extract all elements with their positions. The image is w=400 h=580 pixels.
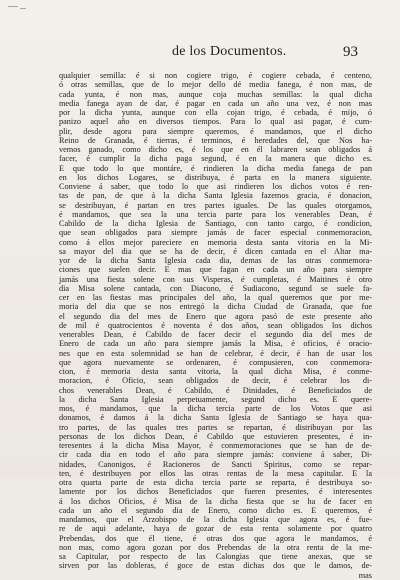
text-line: dia Misa solene cantada, con Diacono, é Sudiacono, segund se suele fa- <box>59 283 372 293</box>
text-line: ó otras semillas, que de lo mejor dello dé media fanega, é non mas, de <box>59 80 372 90</box>
text-line: como á ellos mejor pareciere en memoria desta santa vitoria en la Mi- <box>59 237 372 247</box>
text-line: moria del dia que se nos entregó la dicha Ciudad de Granada, que fue <box>59 302 372 312</box>
running-title: de los Documentos. <box>172 44 287 59</box>
text-line: re de aqui adelante, haya de gozar de esta renta solamente por quatro <box>59 524 372 534</box>
text-line: non mas, como agora gozan por dos Prebendas de la otra renta de la me- <box>59 542 372 552</box>
text-line: lamente por los dichos Beneficiados que fueren presentes, é interesentes <box>59 487 372 497</box>
text-line: venerables Dean, é Cabildo de facer decir el segundo dia del mes de <box>59 330 372 339</box>
text-line: otra quarta parte de esta dicha tercia parte se reparta, é destribuya so- <box>59 478 372 487</box>
text-line: nes que en esta solemnidad se han de celebrar, é decir, é han de usar los <box>59 348 372 358</box>
text-line: tro partes, de las quales tres partes se repartan, é distribuyan por las <box>59 422 372 432</box>
text-line: sirven por las dobleras, é goce de estas dichas dos que le damos, de- <box>59 561 372 571</box>
text-line: plir, desde agora para siempre queremos, é mandamos, que el dicho <box>59 126 372 136</box>
page-number: 93 <box>343 44 358 60</box>
text-line: ciones que suelen decir. E mas que fagan en cada un año para siempre <box>59 265 372 275</box>
text-line: mas <box>358 570 372 580</box>
text-line: cada un año el segundo dia de Enero, como dicho es. E queremos, é <box>59 505 372 515</box>
text-line: é mandamos, que sea la una tercia parte para los venerables Dean, é <box>59 209 372 219</box>
text-line: Reino de Granada, é tierras, é terminos, é heredades del, que Nos ha- <box>59 135 372 145</box>
text-line: mos, é mandamos, que la dicha tercia parte de los Votos que asi <box>59 404 372 413</box>
text-line: cer en las fiestas mas principales del año, la qual queremos que por me- <box>59 293 372 302</box>
text-line: chos venerables Dean, é Cabildo, é Dinidades, é Beneficiados de <box>59 385 372 395</box>
text-line: moracion, é Oficio, sean obligados de decir, é celebrar los di- <box>59 376 372 386</box>
text-line: yor de la dicha Santa Iglesia cada dia, demas de las otras conmemora- <box>59 256 372 265</box>
text-line: en los dichos Logares, se distribuya, é parta en la manera siguiente. <box>59 172 372 182</box>
text-line: Prebendas, dos que él tiene, é otras dos que agora le mandamos, é <box>59 533 372 543</box>
text-line: mandamos, que el Arzobispo de la dicha Iglesia que agora es, é fue- <box>59 515 372 524</box>
text-line: personas de los dichos Dean, é Cabildo que estuvieren presentes, é in- <box>59 431 372 441</box>
text-line: sa mayor del dia que se ha de decir, é dicen cantada en el Altar ma- <box>59 246 372 256</box>
text-line: el segundo dia del mes de Enero que agora pasó de este presente año <box>59 311 372 321</box>
text-line: que sean obligados para siempre jamás de facer especial conmemoracion, <box>59 228 372 238</box>
text-line: facer, é cumplir la dicha paga segund, é en la manera que dicho es. <box>59 154 372 164</box>
text-line: que agora nuevamente se ordenaren, é compusieren, con conmemora- <box>59 357 372 367</box>
text-line: Enero de cada un año para siempre jamás la Misa, é oficios, é oracio- <box>59 339 372 349</box>
text-line: panizo aquel año en diversos tiempos. Para lo qual asi pagar, é cum- <box>59 117 372 127</box>
text-line: cion, é memoria desta santa vitoria, la qual dicha Misa, é conme- <box>59 367 372 376</box>
text-line: qualquier semilla: é si non cogiere trigo, é cogiere cebada, é centeno, <box>59 71 372 80</box>
body-text <box>59 71 372 580</box>
text-line: donamos, é damos á la dicha Santa Iglesia de Santiago se haya qua- <box>59 413 372 423</box>
text-line: nidades, Canonigos, é Racioneros de Sancti Spiritus, como se repar- <box>59 459 372 469</box>
text-line: cada yunta, é non mas, aunque coja muchas semillas: la qual dicha <box>59 89 372 99</box>
text-line: la dicha Santa Iglesia perpetuamente, segund dicho es. E quere- <box>59 394 372 404</box>
text-line: tas de pan, de que á la dicha Santa Iglesia fazemos gracia, é donacion, <box>59 191 372 201</box>
page-header <box>0 44 400 64</box>
text-line: sa Capitular, por respecto de las Calongias que tiene anexas, que se <box>59 552 372 561</box>
text-line: de mil é quatrocientos é noventa é dos años, sean obligados los dichos <box>59 320 372 330</box>
text-line: se destribuyan, é partan en tres partes iguales. De las quales otorgamos, <box>59 200 372 210</box>
text-line: ten, é destribuyen por ellos las otras rentas de la mesa capitular. E la <box>59 468 372 478</box>
text-line: á los dichos Oficios, é Misa de la dicha fiesta que se ha de facer en <box>59 496 372 506</box>
text-line: jamás una fiesta solene con sus Visperas, é cumpletas, é Maitines é otro <box>59 274 372 284</box>
text-line: cir cada dia en todo el año para siempre jamás: conviene á saber, Di- <box>59 450 372 460</box>
text-line: Conviene á saber, que todo lo que asi rindieren los dichos votos é ren- <box>59 182 372 191</box>
text-line: media fanega ayan de dar, é pagar en cada un año una vez, é non mas <box>59 98 372 108</box>
text-line: por la dicha yunta, aunque con ella cojan trigo, é cebada, é mijo, ó <box>59 108 372 117</box>
text-line: Cabildo de la dicha Iglesia de Santiago, con tanto cargo, é condicion, <box>59 219 372 228</box>
text-line: vemos ganado, como dicho es, é los que en él labraren sean obligados á <box>59 145 372 154</box>
text-line: teresentes á la dicha Misa Mayor, é conmemoraciones que se han de de- <box>59 441 372 450</box>
text-line: E que todo lo que montáre, é rindieren la dicha media fanega de pan <box>59 163 372 173</box>
page-corner-smudge <box>0 0 40 20</box>
